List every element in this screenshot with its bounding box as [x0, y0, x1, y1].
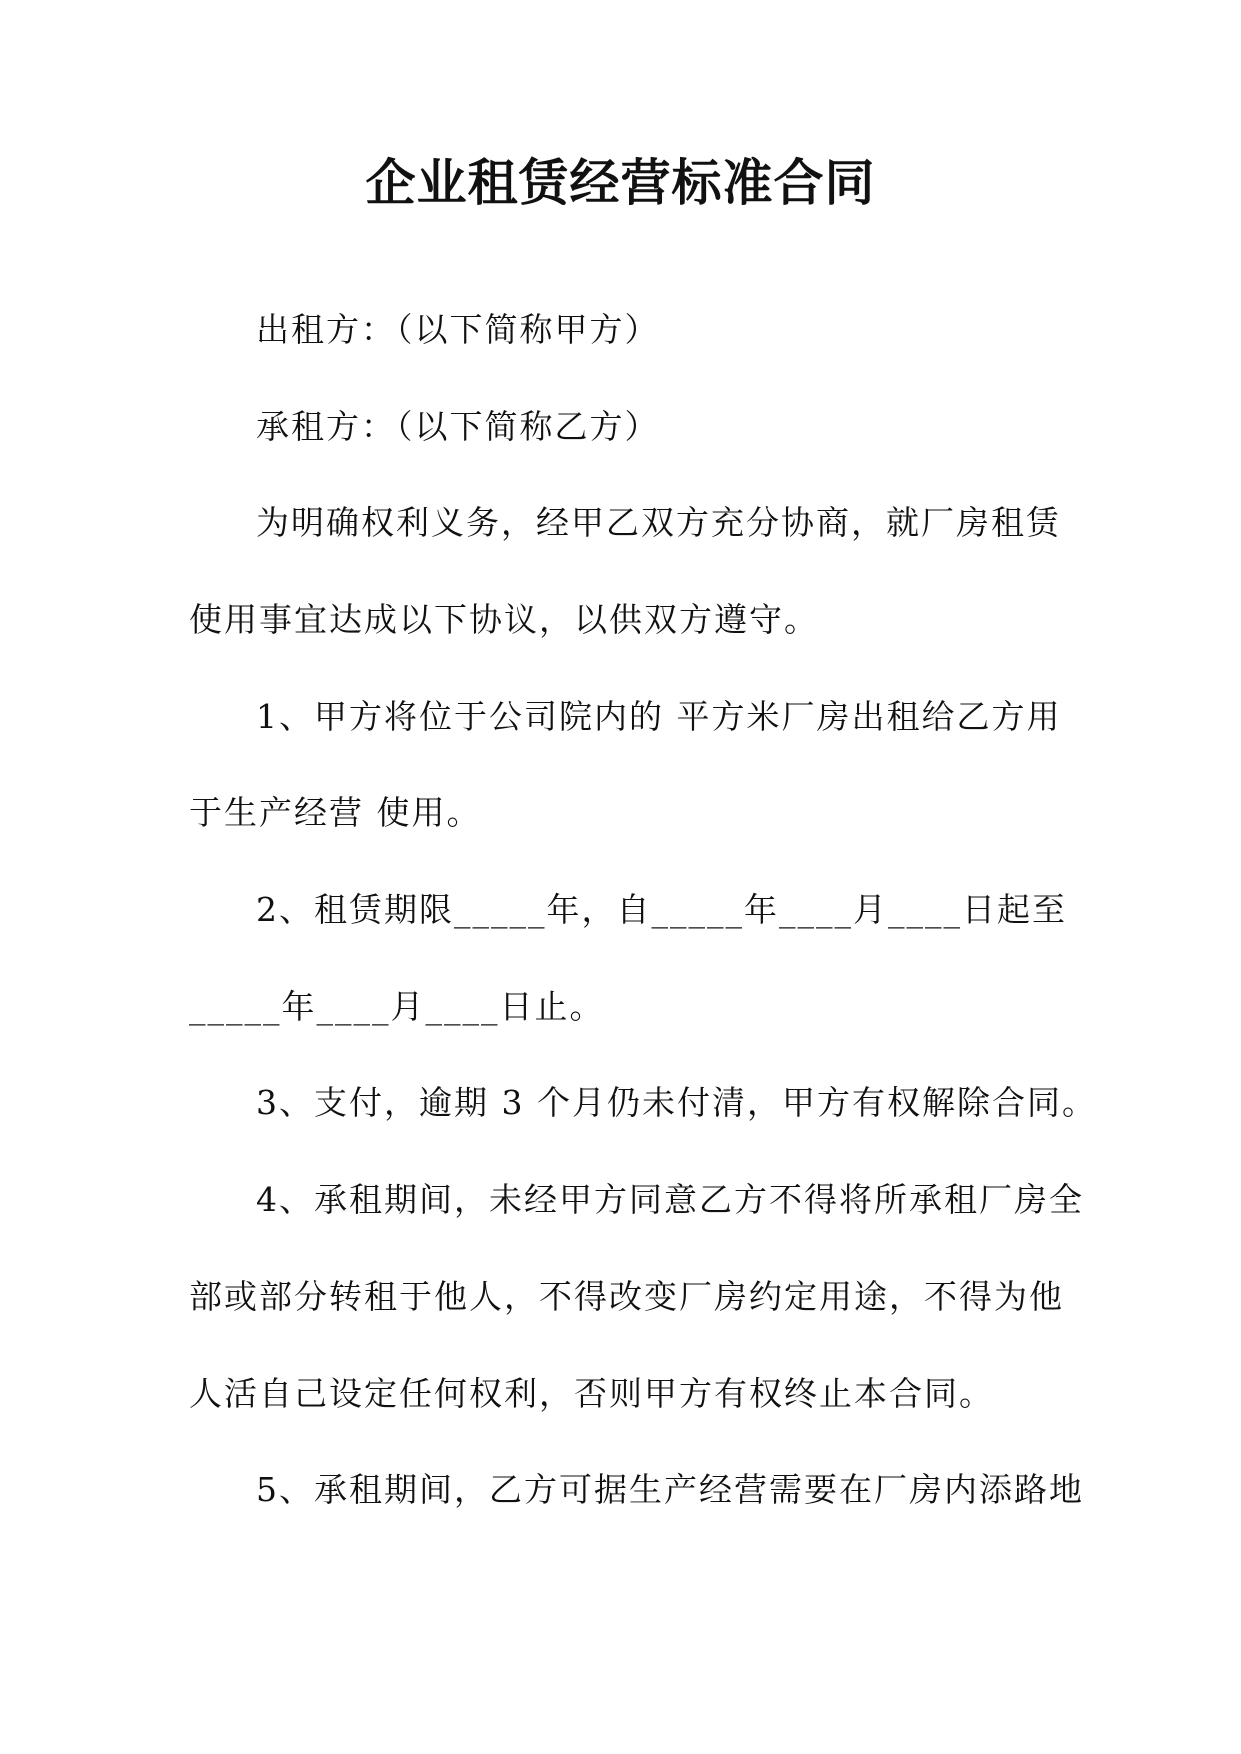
- clause-2-line-1: 2、租赁期限_____年，自_____年____月____日起至: [256, 890, 1067, 929]
- clause-1-line-1: 1、甲方将位于公司院内的 平方米厂房出租给乙方用: [256, 697, 1062, 736]
- lessor-line: 出租方：（以下简称甲方）: [256, 310, 660, 349]
- preamble-line-1: 为明确权利义务，经甲乙双方充分协商，就厂房租赁: [256, 503, 1061, 542]
- clause-2-line-2: _____年____月____日止。: [189, 987, 605, 1026]
- clause-4-line-2: 部或部分转租于他人，不得改变厂房约定用途，不得为他: [189, 1277, 1064, 1316]
- clause-1-line-2: 于生产经营 使用。: [189, 793, 482, 832]
- clause-4-line-3: 人活自己设定任何权利，否则甲方有权终止本合同。: [189, 1374, 994, 1413]
- clause-5-line-1: 5、承租期间，乙方可据生产经营需要在厂房内添路地: [256, 1470, 1084, 1509]
- lessee-line: 承租方：（以下简称乙方）: [256, 407, 660, 446]
- clause-4-line-1: 4、承租期间，未经甲方同意乙方不得将所承租厂房全: [256, 1180, 1084, 1219]
- document-title: 企业租赁经营标准合同: [365, 153, 876, 212]
- clause-3-line-1: 3、支付，逾期 3 个月仍未付清，甲方有权解除合同。: [256, 1083, 1097, 1122]
- preamble-line-2: 使用事宜达成以下协议，以供双方遵守。: [189, 600, 819, 639]
